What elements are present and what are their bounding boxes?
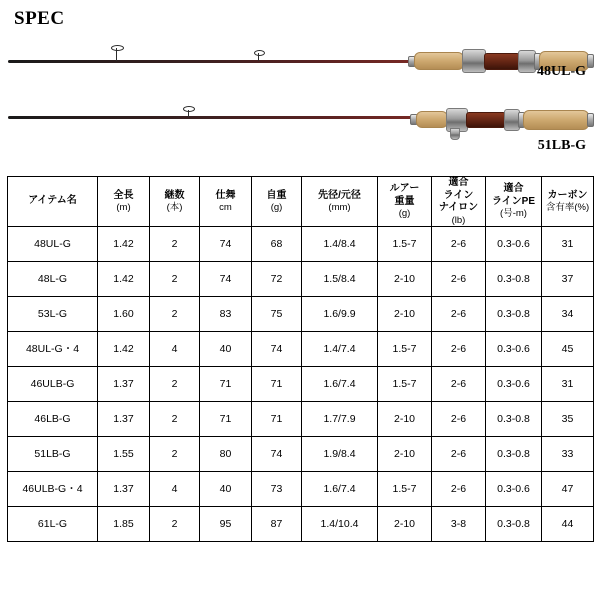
table-cell: 2-6 xyxy=(432,402,486,437)
fore-grip-cork xyxy=(416,111,448,128)
rod-illustrations xyxy=(0,24,600,174)
table-cell: 2 xyxy=(150,507,200,542)
table-cell: 1.60 xyxy=(98,297,150,332)
table-cell: 74 xyxy=(252,332,302,367)
guide-icon xyxy=(111,45,124,51)
table-cell: 2-6 xyxy=(432,262,486,297)
table-cell: 71 xyxy=(252,402,302,437)
table-cell: 71 xyxy=(200,402,252,437)
table-cell: 1.37 xyxy=(98,402,150,437)
table-cell: 2 xyxy=(150,262,200,297)
table-cell: 3-8 xyxy=(432,507,486,542)
table-row xyxy=(8,297,594,332)
rod-illustration-51lb-g xyxy=(8,98,592,154)
table-cell: 1.4/10.4 xyxy=(302,507,378,542)
table-cell: 83 xyxy=(200,297,252,332)
table-row xyxy=(8,507,594,542)
table-cell: 2 xyxy=(150,402,200,437)
table-cell: 2-10 xyxy=(378,402,432,437)
table-cell: 0.3-0.6 xyxy=(486,472,542,507)
guide-icon xyxy=(254,50,265,56)
table-cell: 0.3-0.8 xyxy=(486,437,542,472)
table-cell: 2 xyxy=(150,367,200,402)
cell-item-name: 48L-G xyxy=(8,262,98,297)
table-cell: 40 xyxy=(200,472,252,507)
cell-item-name: 53L-G xyxy=(8,297,98,332)
table-cell: 4 xyxy=(150,472,200,507)
table-cell: 72 xyxy=(252,262,302,297)
table-cell: 1.6/7.4 xyxy=(302,472,378,507)
table-cell: 0.3-0.8 xyxy=(486,262,542,297)
table-cell: 31 xyxy=(542,227,594,262)
table-cell: 35 xyxy=(542,402,594,437)
table-header-row xyxy=(8,177,594,227)
table-cell: 68 xyxy=(252,227,302,262)
cell-item-name: 61L-G xyxy=(8,507,98,542)
spec-table xyxy=(7,176,594,542)
table-cell: 44 xyxy=(542,507,594,542)
table-row xyxy=(8,262,594,297)
table-cell: 4 xyxy=(150,332,200,367)
table-cell: 31 xyxy=(542,367,594,402)
table-cell: 71 xyxy=(200,367,252,402)
table-cell: 1.55 xyxy=(98,437,150,472)
table-cell: 40 xyxy=(200,332,252,367)
col-header-diameter: 先径/元径 (mm) xyxy=(302,177,378,227)
table-cell: 0.3-0.8 xyxy=(486,297,542,332)
table-cell: 95 xyxy=(200,507,252,542)
butt-cap xyxy=(587,113,594,127)
col-header-carbon: カーボン 含有率(%) xyxy=(542,177,594,227)
table-cell: 1.5-7 xyxy=(378,472,432,507)
table-cell: 80 xyxy=(200,437,252,472)
table-body xyxy=(8,227,594,542)
table-cell: 2-6 xyxy=(432,297,486,332)
table-cell: 37 xyxy=(542,262,594,297)
table-cell: 1.85 xyxy=(98,507,150,542)
table-cell: 74 xyxy=(200,262,252,297)
cell-item-name: 46LB-G xyxy=(8,402,98,437)
table-cell: 0.3-0.8 xyxy=(486,402,542,437)
col-header-lure-weight: ルアー 重量 (g) xyxy=(378,177,432,227)
table-cell: 1.6/7.4 xyxy=(302,367,378,402)
table-cell: 71 xyxy=(252,367,302,402)
table-row xyxy=(8,472,594,507)
table-row xyxy=(8,402,594,437)
table-cell: 34 xyxy=(542,297,594,332)
rod-label: 48UL-G xyxy=(537,64,586,79)
table-cell: 1.37 xyxy=(98,367,150,402)
table-cell: 74 xyxy=(200,227,252,262)
butt-cap xyxy=(587,54,594,68)
table-cell: 1.5-7 xyxy=(378,227,432,262)
col-header-pieces: 継数 (本) xyxy=(150,177,200,227)
cell-item-name: 48UL-G・4 xyxy=(8,332,98,367)
wood-insert xyxy=(466,112,506,128)
table-cell: 2-10 xyxy=(378,507,432,542)
table-cell: 1.42 xyxy=(98,227,150,262)
table-cell: 2-6 xyxy=(432,367,486,402)
table-cell: 1.37 xyxy=(98,472,150,507)
table-cell: 0.3-0.8 xyxy=(486,507,542,542)
grip-assembly xyxy=(410,100,592,136)
table-row xyxy=(8,367,594,402)
table-cell: 1.4/7.4 xyxy=(302,332,378,367)
table-cell: 2 xyxy=(150,297,200,332)
page-title: SPEC xyxy=(14,8,65,29)
table-cell: 1.42 xyxy=(98,262,150,297)
table-cell: 73 xyxy=(252,472,302,507)
fore-grip-cork xyxy=(414,52,464,70)
table-cell: 2-6 xyxy=(432,332,486,367)
table-cell: 1.5/8.4 xyxy=(302,262,378,297)
table-cell: 0.3-0.6 xyxy=(486,227,542,262)
table-cell: 1.5-7 xyxy=(378,367,432,402)
table-cell: 2-6 xyxy=(432,437,486,472)
table-cell: 2 xyxy=(150,437,200,472)
table-cell: 33 xyxy=(542,437,594,472)
rod-blank xyxy=(8,60,420,63)
rod-blank xyxy=(8,116,426,119)
cell-item-name: 48UL-G xyxy=(8,227,98,262)
col-header-line-pe: 適合 ラインPE (号-m) xyxy=(486,177,542,227)
table-cell: 45 xyxy=(542,332,594,367)
table-cell: 2 xyxy=(150,227,200,262)
col-header-item: アイテム名 xyxy=(8,177,98,227)
table-row xyxy=(8,437,594,472)
table-row xyxy=(8,227,594,262)
table-cell: 2-10 xyxy=(378,297,432,332)
col-header-length: 全長 (m) xyxy=(98,177,150,227)
table-row xyxy=(8,332,594,367)
table-cell: 2-6 xyxy=(432,227,486,262)
reel-seat xyxy=(462,49,486,73)
rod-label: 51LB-G xyxy=(537,138,586,153)
table-cell: 2-10 xyxy=(378,262,432,297)
trigger xyxy=(450,128,460,140)
table-cell: 47 xyxy=(542,472,594,507)
table-cell: 1.6/9.9 xyxy=(302,297,378,332)
table-cell: 74 xyxy=(252,437,302,472)
cell-item-name: 51LB-G xyxy=(8,437,98,472)
col-header-weight: 自重 (g) xyxy=(252,177,302,227)
table-cell: 1.4/8.4 xyxy=(302,227,378,262)
table-cell: 75 xyxy=(252,297,302,332)
rear-grip-cork xyxy=(523,110,589,130)
table-cell: 0.3-0.6 xyxy=(486,332,542,367)
cell-item-name: 46ULB-G xyxy=(8,367,98,402)
guide-icon xyxy=(183,106,195,112)
table-cell: 2-6 xyxy=(432,472,486,507)
table-cell: 87 xyxy=(252,507,302,542)
col-header-line-nylon: 適合 ライン ナイロン (lb) xyxy=(432,177,486,227)
rod-illustration-48ul-g xyxy=(8,30,592,86)
table-cell: 1.9/8.4 xyxy=(302,437,378,472)
col-header-collapsed: 仕舞 cm xyxy=(200,177,252,227)
table-cell: 0.3-0.6 xyxy=(486,367,542,402)
table-cell: 1.5-7 xyxy=(378,332,432,367)
cell-item-name: 46ULB-G・4 xyxy=(8,472,98,507)
wood-insert xyxy=(484,53,520,70)
table-cell: 1.42 xyxy=(98,332,150,367)
table-cell: 2-10 xyxy=(378,437,432,472)
table-cell: 1.7/7.9 xyxy=(302,402,378,437)
